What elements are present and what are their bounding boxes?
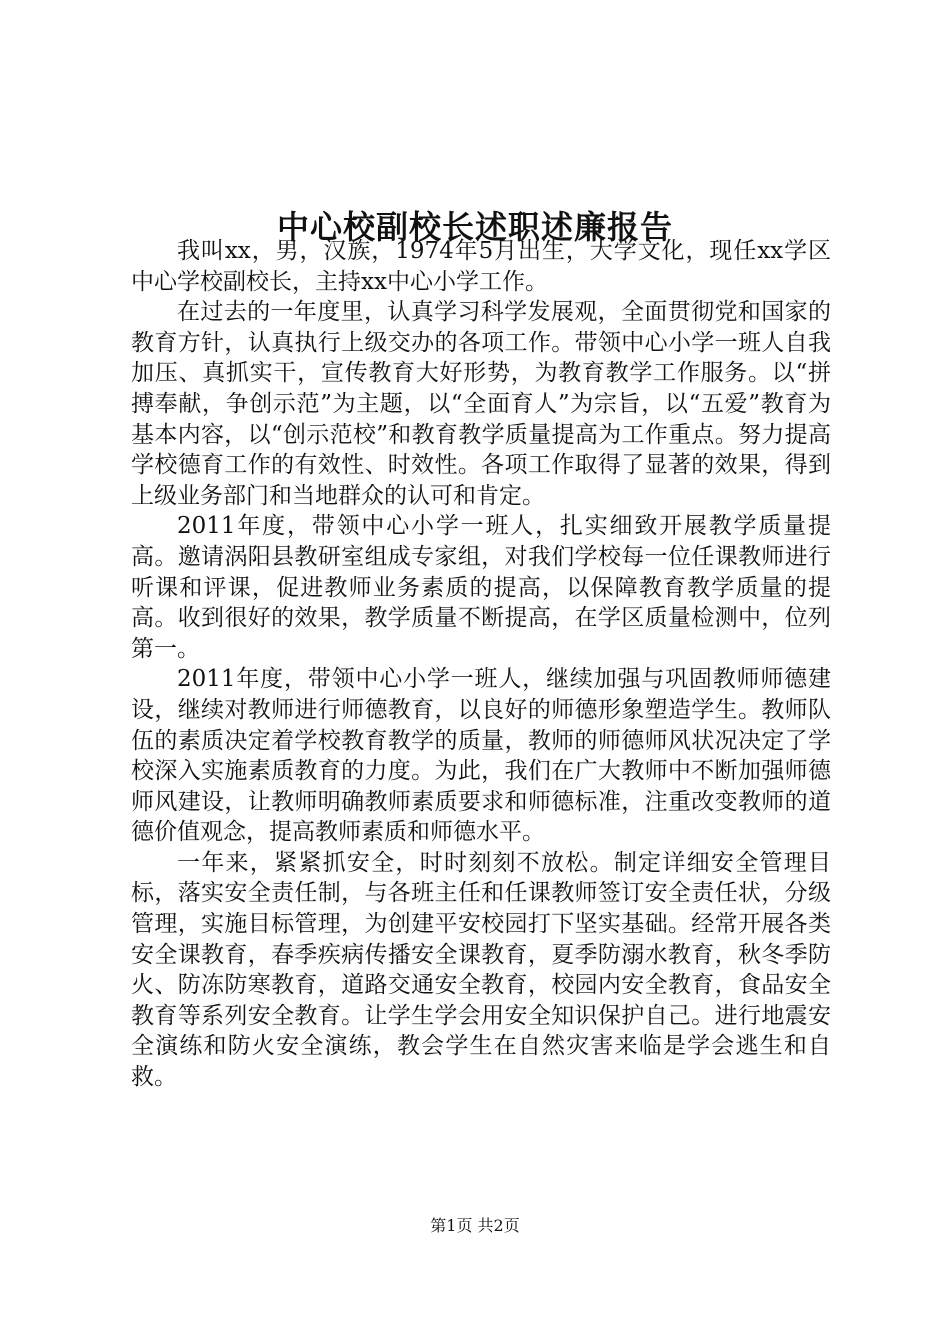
paragraph: 2011年度，带领中心小学一班人，继续加强与巩固教师师德建设，继续对教师进行师德教育，以良好的师德形象塑造学生。教师队伍的素质决定着学校教育教学的质量，教师的师德师风状况决定了学校深入实施素质教育的力度。为此，我们在广大教师中不断加强师德师风建设，让教师明确教师素质要求和师德标准，注重改变教师的道德价值观念，提高教师素质和师德水平。 [131, 666, 831, 846]
paragraph: 2011年度，带领中心小学一班人，扎实细致开展教学质量提高。邀请涡阳县教研室组成专家组，对我们学校每一位任课教师进行听课和评课，促进教师业务素质的提高，以保障教育教学质量的提高。收到很好的效果，教学质量不断提高，在学区质量检测中，位列第一。 [131, 513, 831, 662]
paragraph: 在过去的一年度里，认真学习科学发展观，全面贯彻党和国家的教育方针，认真执行上级交办的各项工作。带领中心小学一班人自我加压、真抓实干，宣传教育大好形势，为教育教学工作服务。以“拼搏奉献，争创示范”为主题，以“全面育人”为宗旨，以“五爱”教育为基本内容，以“创示范校”和教育教学质量提高为工作重点。努力提高学校德育工作的有效性、时效性。各项工作取得了显著的效果，得到上级业务部门和当地群众的认可和肯定。 [131, 299, 831, 509]
page-number-footer: 第1页 共2页 [430, 1216, 520, 1235]
paragraph: 我叫xx，男，汉族，1974年5月出生，大学文化，现任xx学区中心学校副校长，主持xx中心小学工作。 [131, 238, 831, 295]
paragraph: 一年来，紧紧抓安全，时时刻刻不放松。制定详细安全管理目标，落实安全责任制，与各班主任和任课教师签订安全责任状，分级管理，实施目标管理，为创建平安校园打下坚实基础。经常开展各类安全课教育，春季疾病传播安全课教育，夏季防溺水教育，秋冬季防火、防冻防寒教育，道路交通安全教育，校园内安全教育，食品安全教育等系列安全教育。让学生学会用安全知识保护自己。进行地震安全演练和防火安全演练，教会学生在自然灾害来临是学会逃生和自救。 [131, 849, 831, 1091]
document-title: 中心校副校长述职述廉报告 [276, 208, 673, 247]
document-body [131, 236, 831, 1093]
